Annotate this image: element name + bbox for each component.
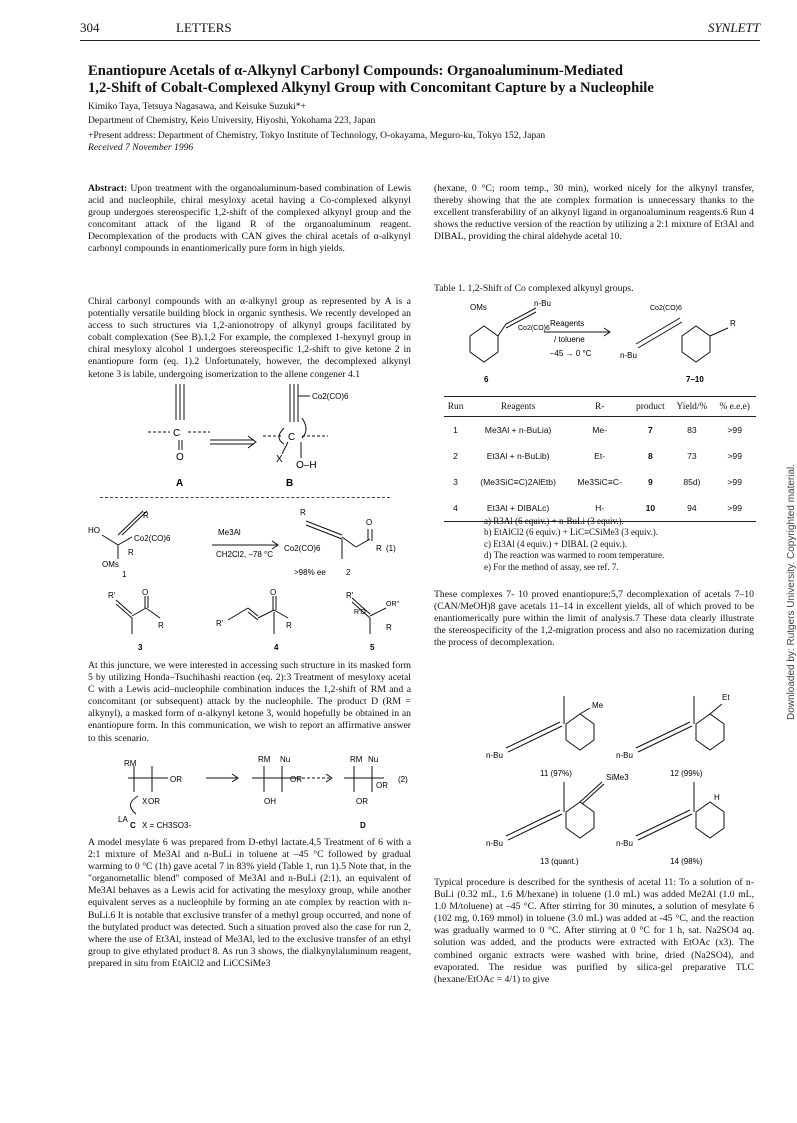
svg-text:Reagents: Reagents <box>550 319 585 328</box>
svg-text:Nu: Nu <box>280 755 291 764</box>
svg-text:O: O <box>176 452 184 463</box>
svg-text:Et: Et <box>722 693 730 702</box>
present-address: +Present address: Department of Chemistry, Tokyo Institute of Technology, O-okayama, Meguro-ku, Tokyo 152, Japan <box>88 129 546 141</box>
table-caption: Table 1. 1,2-Shift of Co complexed alkynyl groups. <box>434 283 634 294</box>
table-cell: Et3Al + DIBALc) <box>467 495 569 522</box>
svg-text:O: O <box>270 588 277 597</box>
svg-text:Co2(CO)6: Co2(CO)6 <box>134 534 171 543</box>
svg-text:R: R <box>300 508 306 517</box>
svg-text:X = CH3SO3-: X = CH3SO3- <box>142 821 192 830</box>
body-paragraph-3: A model mesylate 6 was prepared from D-ethyl lactate.4,5 Treatment of 6 with a 2:1 mixture of Me3Al and n-BuLi in toluene at –45 °C followed by gradual warming to 0 °C (1h) gave acetal 7 in 83% yield (Table 1, run 1).5 Note that, in the "organometallic blend" composed of Me3Al and n-BuLi (2:1), an equivalent of Me3Al behaves as a Lewis acid for activating the mesyloxy group, while another equivalent serves as a nucleophile by forming an ate complex by reaction with n-BuLi.6 It is notable that exclusive transfer of a methyl group occurred, and none of the butylated product was detected. Such a situation proved also the case for run 2, where the use of Et3Al, instead of Me3Al, led to the exclusive transfer of an ethyl group to give ethylated product 8. As run 3 shows, the dialkynylaluminum reagent, prepared in situ from EtAlCl2 and LiCCSiMe3 <box>88 837 411 969</box>
svg-text:R'O: R'O <box>354 609 366 616</box>
table-cell: 1 <box>453 425 458 435</box>
svg-text:Co2(CO)6: Co2(CO)6 <box>312 392 349 401</box>
products-figure <box>486 686 746 866</box>
svg-text:Co2(CO)6: Co2(CO)6 <box>518 325 550 332</box>
svg-text:2: 2 <box>346 568 351 577</box>
table-header-row <box>444 397 756 417</box>
svg-text:X: X <box>142 797 148 806</box>
svg-text:3: 3 <box>138 643 143 652</box>
eq1-conditions: CH2Cl2, –78 °C <box>216 550 273 559</box>
svg-text:C: C <box>288 432 296 443</box>
results-table <box>444 396 756 522</box>
svg-text:OR: OR <box>170 775 182 784</box>
svg-text:Co2(CO)6: Co2(CO)6 <box>284 544 321 553</box>
svg-text:R: R <box>386 623 392 632</box>
abstract <box>88 183 411 256</box>
svg-text:OH: OH <box>264 797 276 806</box>
svg-text:O: O <box>142 588 149 597</box>
svg-text:Nu: Nu <box>368 755 379 764</box>
svg-text:R': R' <box>216 619 224 628</box>
table-cell: 83 <box>687 425 697 435</box>
svg-text:OR": OR" <box>386 601 399 608</box>
svg-text:HO: HO <box>88 526 100 535</box>
svg-text:Co2(CO)6: Co2(CO)6 <box>650 305 682 312</box>
table-cell: 3 <box>453 477 458 487</box>
table-cell: 7 <box>647 425 653 435</box>
table-cell: 73 <box>687 451 697 461</box>
svg-text:OR: OR <box>376 781 388 790</box>
table-cell: Me- <box>592 425 608 435</box>
table-cell: 10 <box>630 495 670 522</box>
journal-name: SYNLETT <box>707 20 760 35</box>
table-cell: 94 <box>670 495 713 522</box>
table-header-cell: % e.e.e) <box>713 397 756 417</box>
table-header-cell: product <box>630 397 670 417</box>
table-row <box>444 417 756 444</box>
svg-text:R: R <box>376 544 382 553</box>
svg-text:RM: RM <box>350 755 363 764</box>
svg-text:OR: OR <box>148 797 160 806</box>
body-paragraph-2: At this juncture, we were interested in accessing such structure in its masked form 5 by utilizing Honda–Tsuchihashi reaction (eq. 2):3 Treatment of mesyloxy acetal C with a Lewis acid–nucleophile combination induces the 1,2-shift of RM and a concomitant (or subsequent) attack by the nucleophile. The product D (RM = alkynyl), a masked form of α-alkynyl ketone 3, would hopefully be obtained in an enantiopure form. In this communication, we wish to report an affirmative answer to this scenario. <box>88 660 411 744</box>
table-cell: >99 <box>713 495 756 522</box>
svg-text:Me: Me <box>592 701 604 710</box>
product-12-label: 12 (99%) <box>670 769 703 778</box>
body-paragraph-c2-2: These complexes 7- 10 proved enantiopure:5,7 decomplexation of acetals 7–10 (CAN/MeOH)8 gave acetals 11–14 in excellent yields, all of which proved to be enantiomerically pure within the limit of analysis.7 These data clearly illustrate the stereospecificity of the 1,2-migration process and also no racemization during the process of decomplexation. <box>434 589 754 649</box>
scheme-eq2 <box>88 752 411 830</box>
svg-text:6: 6 <box>484 375 489 384</box>
svg-text:4: 4 <box>274 643 279 652</box>
table-cell: 4 <box>444 495 467 522</box>
table-cell: Me3Al + n-BuLia) <box>484 425 552 435</box>
body-paragraph-c2-1: (hexane, 0 °C; room temp., 30 min), worked nicely for the alkynyl transfer, thereby showing that the ate complex formation is unnecessary thanks to the excellent transferability of an alkynyl ligand in organoaluminum reagents.6 Run 4 shows the reductive version of the reaction by utilizing a 2:1 mixture of Et3Al and DIBAL, providing the chiral aldehyde acetal 10. <box>434 183 754 243</box>
scheme-divider <box>100 497 390 498</box>
article-meta <box>88 101 768 155</box>
label-a: A <box>176 478 184 489</box>
svg-text:5: 5 <box>370 643 375 652</box>
header-rule <box>80 40 760 41</box>
table-cell: (Me3SiC≡C)2AlEtb) <box>480 477 556 487</box>
page-number: 304 <box>80 20 100 35</box>
article-title: Enantiopure Acetals of α-Alkynyl Carbonyl Compounds: Organoaluminum-Mediated 1,2-Shift of Cobalt-Complexed Alkynyl Group with Concomitant Capture by a Nucleophile <box>88 63 654 96</box>
download-watermark: Downloaded by: Rutgers University. Copyrighted material. <box>786 463 797 720</box>
svg-text:OMs: OMs <box>470 303 487 312</box>
svg-text:O–H: O–H <box>296 460 317 471</box>
section-label: LETTERS <box>176 20 232 35</box>
svg-text:R: R <box>286 621 292 630</box>
svg-text:D: D <box>360 821 366 830</box>
scheme-a-b <box>88 380 411 494</box>
table-cell: 85d) <box>683 477 701 487</box>
svg-text:R: R <box>730 319 736 328</box>
svg-text:n-Bu: n-Bu <box>616 751 633 760</box>
svg-text:R': R' <box>346 591 354 600</box>
abstract-label: Abstract: <box>88 183 128 194</box>
body-paragraph-1: Chiral carbonyl compounds with an α-alkynyl group as represented by A is a potentially versatile building block in organic synthesis. We recently developed an access to such structures via 1,2-anionotropy of alkynyl groups facilitated by cobalt complexation (See B).1,2 For example, the complexed 1-hexynyl group in chiral mesyloxy alcohol 1 undergoes stereospecific 1,2-shift to give ketone 2 in enantiopure form (eq. 1).2 Unfortunately, however, the decomplexed alkynyl ketone 3 is labile, undergoing isomerization to the allene congener 4.1 <box>88 296 411 380</box>
product-13-label: 13 (quant.) <box>540 857 579 866</box>
product-14-label: 14 (98%) <box>670 857 703 866</box>
svg-text:OR: OR <box>356 797 368 806</box>
table-cell: H- <box>569 495 630 522</box>
svg-text:OR: OR <box>290 775 302 784</box>
svg-text:n-Bu: n-Bu <box>486 751 503 760</box>
svg-text:7–10: 7–10 <box>686 375 704 384</box>
svg-text:n-Bu: n-Bu <box>620 351 637 360</box>
authors: Kimiko Taya, Tetsuya Nagasawa, and Keisuke Suzuki*+ <box>88 101 306 112</box>
product-11-label: 11 (97%) <box>540 769 572 778</box>
svg-text:RM: RM <box>124 759 137 768</box>
svg-text:1: 1 <box>122 570 127 579</box>
svg-text:C: C <box>130 821 136 830</box>
table-row <box>444 443 756 469</box>
label-b: B <box>286 478 294 489</box>
svg-text:–45 → 0 °C: –45 → 0 °C <box>550 349 592 358</box>
scheme-eq1 <box>88 505 411 580</box>
received-date: Received 7 November 1996 <box>88 142 194 154</box>
table-cell: 8 <box>647 451 653 461</box>
svg-text:(2): (2) <box>398 775 408 784</box>
svg-text:R: R <box>143 511 149 520</box>
svg-text:C: C <box>173 428 181 439</box>
table-cell: Et- <box>594 451 606 461</box>
svg-text:SiMe3: SiMe3 <box>606 773 629 782</box>
table-header-cell: Run <box>444 397 467 417</box>
table-cell: 2 <box>453 451 458 461</box>
svg-text:(1): (1) <box>386 544 396 553</box>
table-cell: Me3SiC≡C- <box>577 477 622 487</box>
table-cell: 9 <box>647 477 653 487</box>
table-cell: Et3Al + n-BuLib) <box>486 451 550 461</box>
svg-text:/ toluene: / toluene <box>554 335 585 344</box>
scheme-3-4-5 <box>88 590 411 654</box>
abstract-text: Upon treatment with the organoaluminum-based combination of Lewis acid and nucleophile, chiral mesyloxy acetal having a Co-complexed alkynyl group undergoes stereospecific 1,2-shift of the complexed alkynyl group and the concomitant attack of the ligand R of the organoaluminum reagent. Decomplexation of the products with CAN gives the chiral acetals of α-alkynyl carbonyl compounds in enantiomerically pure form in high yields. <box>88 183 411 255</box>
svg-text:RM: RM <box>258 755 271 764</box>
svg-text:O: O <box>366 518 373 527</box>
eq1-ee: >98% ee <box>294 568 326 577</box>
table-row <box>444 469 756 495</box>
table-header-cell: Reagents <box>467 397 569 417</box>
table-scheme <box>440 296 758 392</box>
svg-text:n-Bu: n-Bu <box>534 299 551 308</box>
svg-text:OMs: OMs <box>102 560 119 569</box>
eq1-reagent: Me3Al <box>218 528 241 537</box>
table-header-cell: R- <box>569 397 630 417</box>
affiliation: Department of Chemistry, Keio University, Hiyoshi, Yokohama 223, Japan <box>88 115 376 127</box>
body-paragraph-c2-3: Typical procedure is described for the synthesis of acetal 11: To a solution of n-BuLi (0.32 mL, 1.6 M/hexane) in toluene (1.0 mL) was added Me2Al (1.0 mL, 1.0 M/toluene) at –45 °C. After stirring for 30 minutes, a solution of mesylate 6 (102 mg, 0.169 mmol) in toluene (3.0 mL) was added at -45 °C, and the reaction was gradually warmed to 0 °C. After stirring at 0 °C for 1 h, sat. Na2SO4 aq. solution was added, and the products were extracted with EtOAc (x3). The combined organic extracts were washed with brine, dried (Na2SO4), and evaporated. The residue was purified by silica-gel preparative TLC (hexane/EtOAc = 4/1) to give <box>434 877 754 985</box>
svg-text:H: H <box>714 793 720 802</box>
table-header-cell: Yield/% <box>670 397 713 417</box>
table-footnotes: a) R3Al (6 equiv.) + n-BuLi (3 equiv.). b) EtAlCl2 (6 equiv.) + LiC≡CSiMe3 (3 equiv.). c) Et3Al (4 equiv.) + DIBAL (2 equiv.). d) The reaction was warmed to room temperature. e) For the method of assay, see ref. 7. <box>484 516 665 572</box>
svg-text:X: X <box>276 454 283 465</box>
svg-text:R: R <box>158 621 164 630</box>
table-cell: >99 <box>727 425 742 435</box>
svg-text:n-Bu: n-Bu <box>616 839 633 848</box>
svg-text:LA: LA <box>118 815 128 824</box>
svg-text:n-Bu: n-Bu <box>486 839 503 848</box>
svg-text:R': R' <box>108 591 116 600</box>
table-cell: >99 <box>727 477 742 487</box>
svg-text:R: R <box>128 548 134 557</box>
table-cell: >99 <box>727 451 742 461</box>
page-header <box>80 20 760 40</box>
